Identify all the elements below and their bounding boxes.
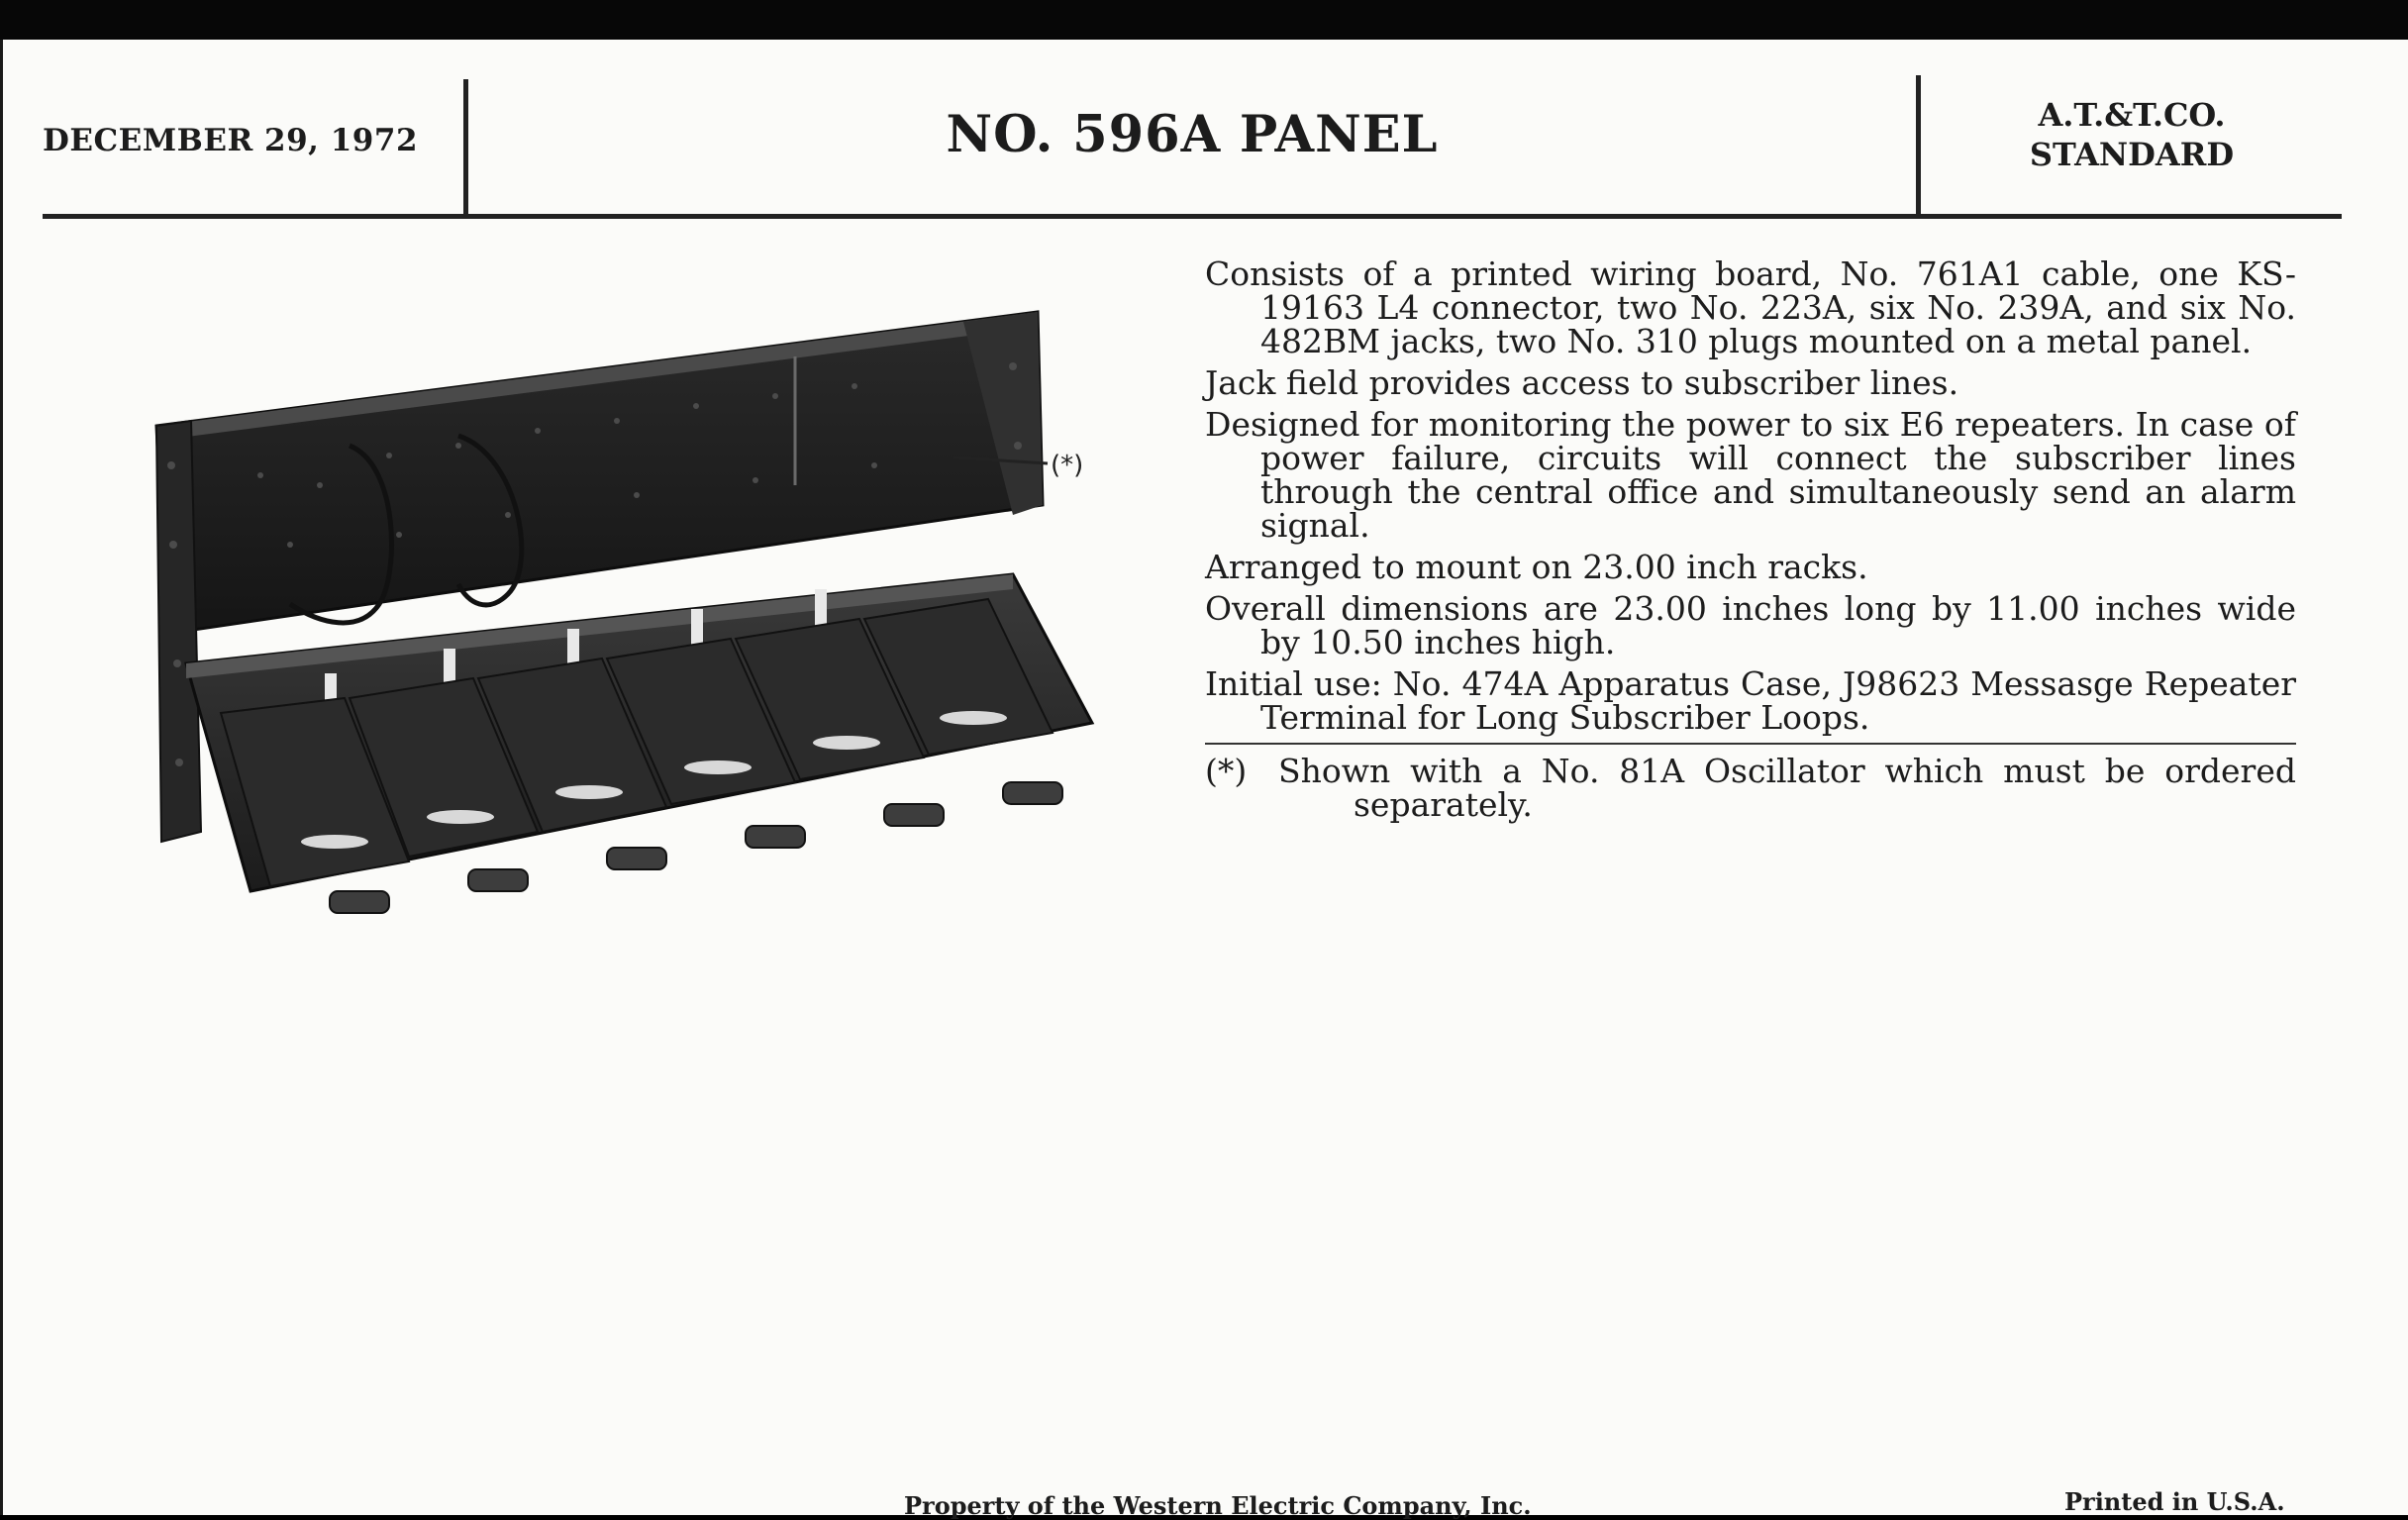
scan-top-edge — [0, 0, 2408, 40]
description-paragraph: Designed for monitoring the power to six E6 repeaters. In case of power failure, circuits will connect the subscriber lines through the central office and simultaneously send an alarm signal. — [1205, 405, 2296, 545]
header-standard — [1924, 95, 2340, 174]
footnote — [1205, 752, 2296, 824]
footer-property: Property of the Western Electric Company, Inc. — [904, 1491, 1532, 1520]
header-standard-line1: A.T.&T.CO. — [2038, 96, 2226, 134]
header-divider-left — [463, 79, 468, 214]
description-paragraph: Overall dimensions are 23.00 inches long by 11.00 inches wide by 10.50 inches high. — [1205, 589, 2296, 661]
panel-photo — [142, 248, 1112, 941]
photo-callout-label: (*) — [1051, 451, 1084, 480]
footnote-text: Shown with a No. 81A Oscillator which must be ordered separately. — [1278, 752, 2296, 824]
footer-printed: Printed in U.S.A. — [2064, 1487, 2285, 1516]
description-paragraph: Initial use: No. 474A Apparatus Case, J98623 Messasge Repeater Terminal for Long Subscriber Loops. — [1205, 664, 2296, 737]
description — [1205, 254, 2296, 824]
header-date: DECEMBER 29, 1972 — [43, 123, 419, 158]
header-rule — [43, 214, 2342, 219]
description-paragraph: Consists of a printed wiring board, No. 761A1 cable, one KS-19163 L4 connector, two No. 223A, six No. 239A, and six No. 482BM jacks, two No. 310 plugs mounted on a metal panel. — [1205, 254, 2296, 360]
note-separator — [1205, 743, 2296, 745]
header-divider-right — [1916, 75, 1921, 214]
description-paragraph: Jack field provides access to subscriber lines. — [1205, 363, 1959, 402]
description-paragraph: Arranged to mount on 23.00 inch racks. — [1205, 548, 1868, 586]
spec-card — [0, 40, 2408, 1520]
page-title: NO. 596A PANEL — [946, 105, 1439, 164]
footnote-mark: (*) — [1205, 752, 1248, 790]
header-standard-line2: STANDARD — [2029, 136, 2235, 173]
